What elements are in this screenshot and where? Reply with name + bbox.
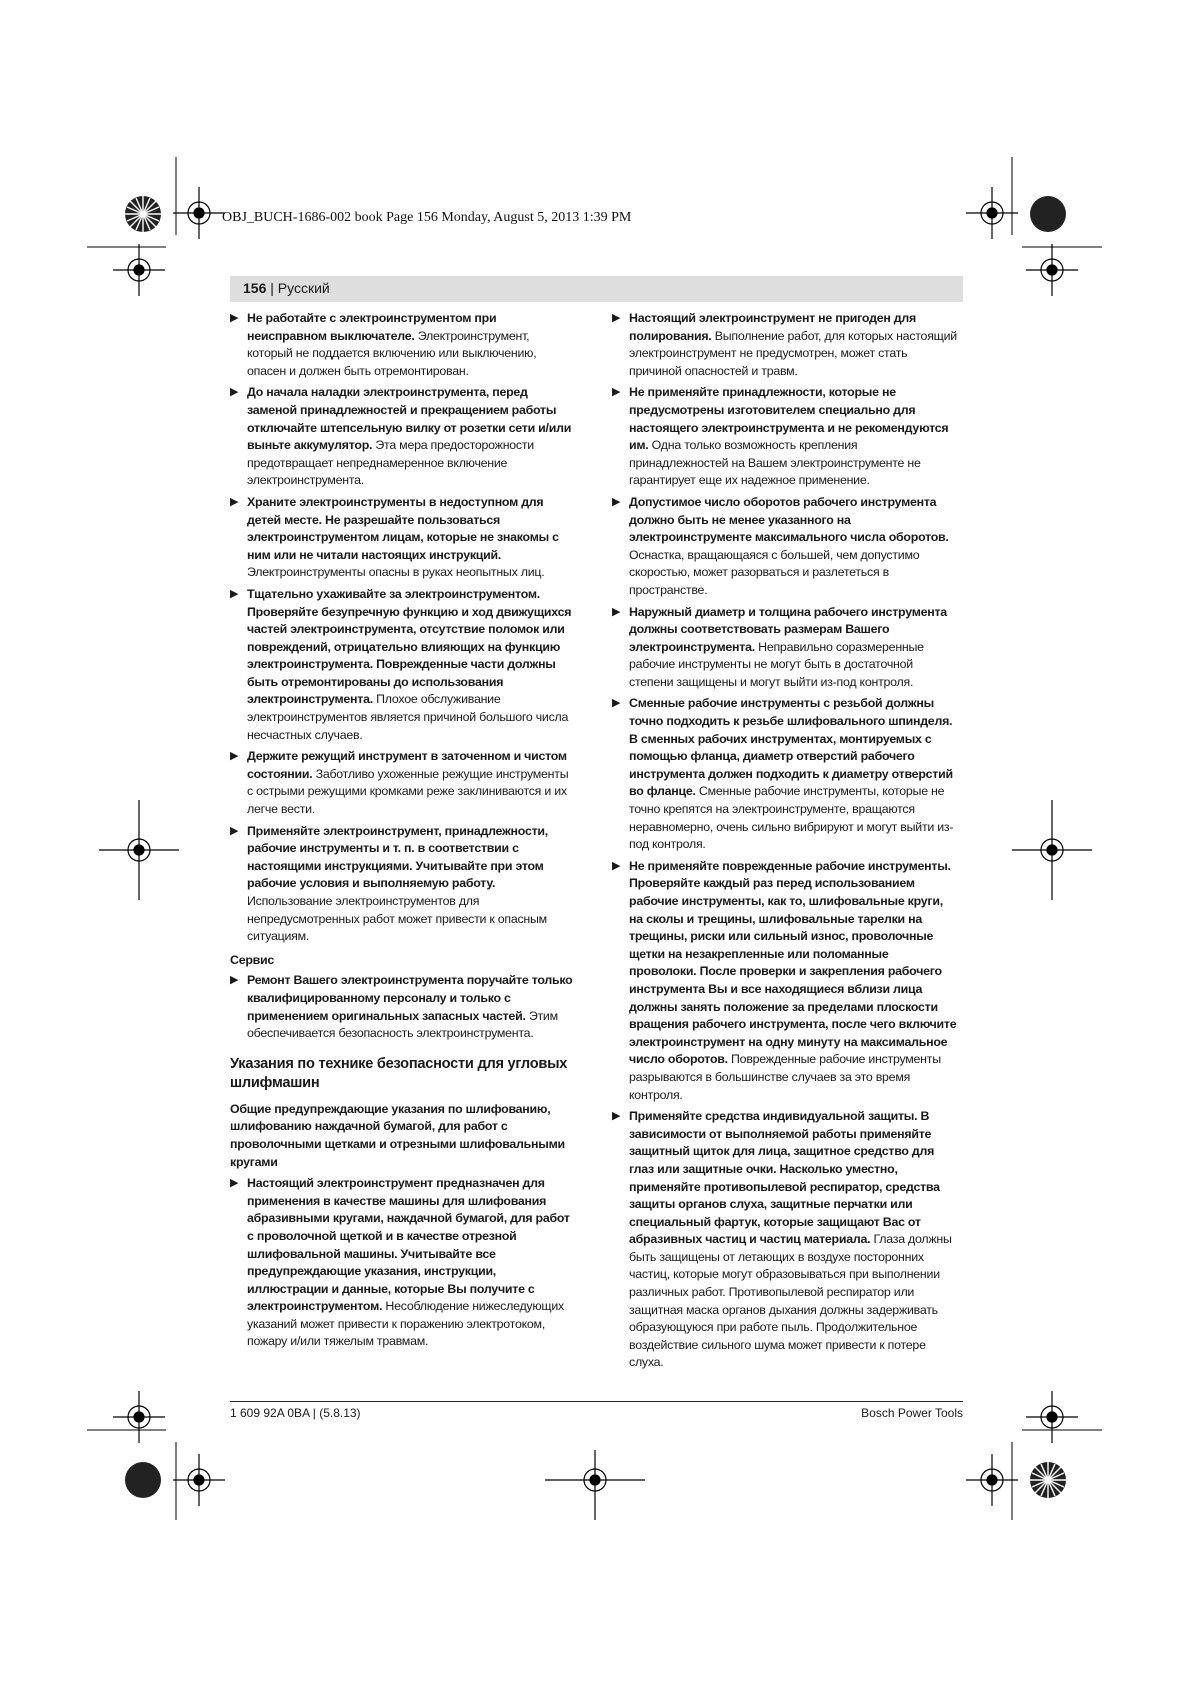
list-item: ▶ Тщательно ухаживайте за электроинструментом. Проверяйте безупречную функцию и ход движущихся частей электроинструмента, отсутствие поломок или повреждений, отрицательно влияющих на функцию электроинструмента. Поврежденные части должны быть отремонтированы до использования электроинструмента. Плохое обслуживание электроинструментов является причиной большого числа несчастных случаев. [230,586,572,742]
bullet-icon: ▶ [612,605,621,618]
list-item: ▶ Наружный диаметр и толщина рабочего инструмента должны соответствовать размерам Вашего электроинструмента. Неправильно соразмеренные рабочие инструменты не могут быть в достаточной степени защищены и могут выйти из-под контроля. [612,604,947,689]
bullet-icon: ▶ [230,824,239,837]
right-column [612,310,957,1376]
bullet-icon: ▶ [230,312,239,324]
section-heading: Указания по технике безопасности для угловых шлифмашин [230,1055,568,1091]
bullet-icon: ▶ [230,495,239,508]
list-item: ▶ Не применяйте принадлежности, которые не предусмотрены изготовителем специально для настоящего электроинструмента и не рекомендуются им. Одна только возможность крепления принадлежностей на Вашем электроинструменте не гарантирует еще их надежное применение. [612,385,949,488]
service-heading: Сервис [230,952,275,967]
header-separator: | [266,280,278,296]
bullet-icon: ▶ [230,386,239,399]
section-intro: Общие предупреждающие указания по шлифованию, шлифованию наждачной бумагой, для работ с проволочными щетками и отрезными шлифовальными кругами [230,1101,565,1169]
bullet-icon: ▶ [230,587,239,600]
bullet-icon: ▶ [612,859,621,872]
list-item: ▶ Держите режущий инструмент в заточенном и чистом состоянии. Заботливо ухоженные режущие инструменты с острыми режущими кромками реже заклиниваются и их легче вести. [230,749,569,817]
footer-doc-number: 1 609 92A 0BA | (5.8.13) [230,1406,361,1420]
print-slug: OBJ_BUCH-1686-002 book Page 156 Monday, August 5, 2013 1:39 PM [222,210,632,225]
list-item: ▶ Не применяйте поврежденные рабочие инструменты. Проверяйте каждый раз перед использованием рабочие инструменты, как то, шлифовальные круги, на сколы и трещины, шлифовальные тарелки на трещины, риски или сильный износ, проволочные щетки на незакрепленные или поломанные проволоки. После проверки и закрепления рабочего инструмента Вы и все находящиеся вблизи лица должны занять положение за пределами плоскости вращения рабочего инструмента, после чего включите электроинструмент на одну минуту на максимальное число оборотов. Поврежденные рабочие инструменты разрываются в большинстве случаев за это время контроля. [612,858,957,1102]
list-item: ▶ Настоящий электроинструмент предназначен для применения в качестве машины для шлифования абразивными кругами, наждачной бумагой, для работ с проволочной щеткой и в качестве отрезной шлифовальной машины. Учитывайте все предупреждающие указания, инструкции, иллюстрации и данные, которые Вы получите с электроинструментом. Несоблюдение нижеследующих указаний может привести к поражению электротоком, пожару и/или тяжелым травмам. [230,1176,570,1349]
footer-rule [230,1401,963,1402]
left-column [230,310,575,1355]
list-item: ▶ Допустимое число оборотов рабочего инструмента должно быть не менее указанного на электроинструменте максимального числа оборотов. Оснастка, вращающаяся с большей, чем допустимо скоростью, может разорваться и разлететься в пространстве. [612,494,949,597]
page-number: 156 [243,280,267,296]
bullet-icon: ▶ [230,750,239,763]
bullet-icon: ▶ [612,386,621,399]
list-item: ▶ Храните электроинструменты в недоступном для детей месте. Не разрешайте пользоваться электроинструментом лицам, которые не знакомы с ним или не читали настоящих инструкций. Электроинструменты опасны в руках неопытных лиц. [230,494,559,580]
bullet-icon: ▶ [612,312,621,324]
list-item: ▶ До начала наладки электроинструмента, перед заменой принадлежностей и прекращением работы отключайте штепсельную вилку от розетки сети и/или выньте аккумулятор. Эта мера предосторожности предотвращает непреднамеренное включение электроинструмента. [230,385,572,488]
footer-brand: Bosch Power Tools [861,1406,963,1420]
bullet-icon: ▶ [230,974,239,987]
bullet-icon: ▶ [612,495,621,508]
page-header [230,276,963,302]
list-item: ▶ Не работайте с электроинструментом при неисправном выключателе. Электроинструмент, который не поддается включению или выключению, опасен и должен быть отремонтирован. [230,311,537,378]
list-item: ▶ Применяйте электроинструмент, принадлежности, рабочие инструменты и т. п. в соответствии с настоящими инструкциями. Учитывайте при этом рабочие условия и выполняемую работу. Использование электроинструментов для непредусмотренных работ может привести к опасным ситуациям. [230,823,548,944]
list-item: ▶ Применяйте средства индивидуальной защиты. В зависимости от выполняемой работы применяйте защитный щиток для лица, защитное средство для глаз или защитные очки. Насколько уместно, применяйте противопылевой респиратор, средства защиты органов слуха, защитные перчатки или специальный фартук, которые защищают Вас от абразивных частиц и частиц материала. Глаза должны быть защищены от летающих в воздухе посторонних частиц, которые могут образовываться при выполнении различных работ. Противопылевой респиратор или защитная маска органов дыхания должны задерживать образующуюся при работе пыль. Продолжительное воздействие сильного шума может привести к потере слуха. [612,1109,952,1370]
header-language: Русский [277,280,330,296]
list-item: ▶ Настоящий электроинструмент не пригоден для полирования. Выполнение работ, для которых настоящий электроинструмент не предусмотрен, может стать причиной опасностей и травм. [612,311,957,378]
bullet-icon: ▶ [612,1110,621,1123]
bullet-icon: ▶ [612,697,621,710]
list-item: ▶ Сменные рабочие инструменты с резьбой должны точно подходить к резьбе шлифовального шпинделя. В сменных рабочих инструментах, монтируемых с помощью фланца, диаметр отверстий рабочего инструмента должен подходить к диаметру отверстий во фланце. Сменные рабочие инструменты, которые не точно крепятся на электроинструменте, вращаются неравномерно, очень сильно вибрируют и могут выйти из-под контроля. [612,696,954,852]
bullet-icon: ▶ [230,1177,239,1190]
list-item: ▶ Ремонт Вашего электроинструмента поручайте только квалифицированному персоналу и только с применением оригинальных запасных частей. Этим обеспечивается безопасность электроинструмента. [230,973,573,1041]
